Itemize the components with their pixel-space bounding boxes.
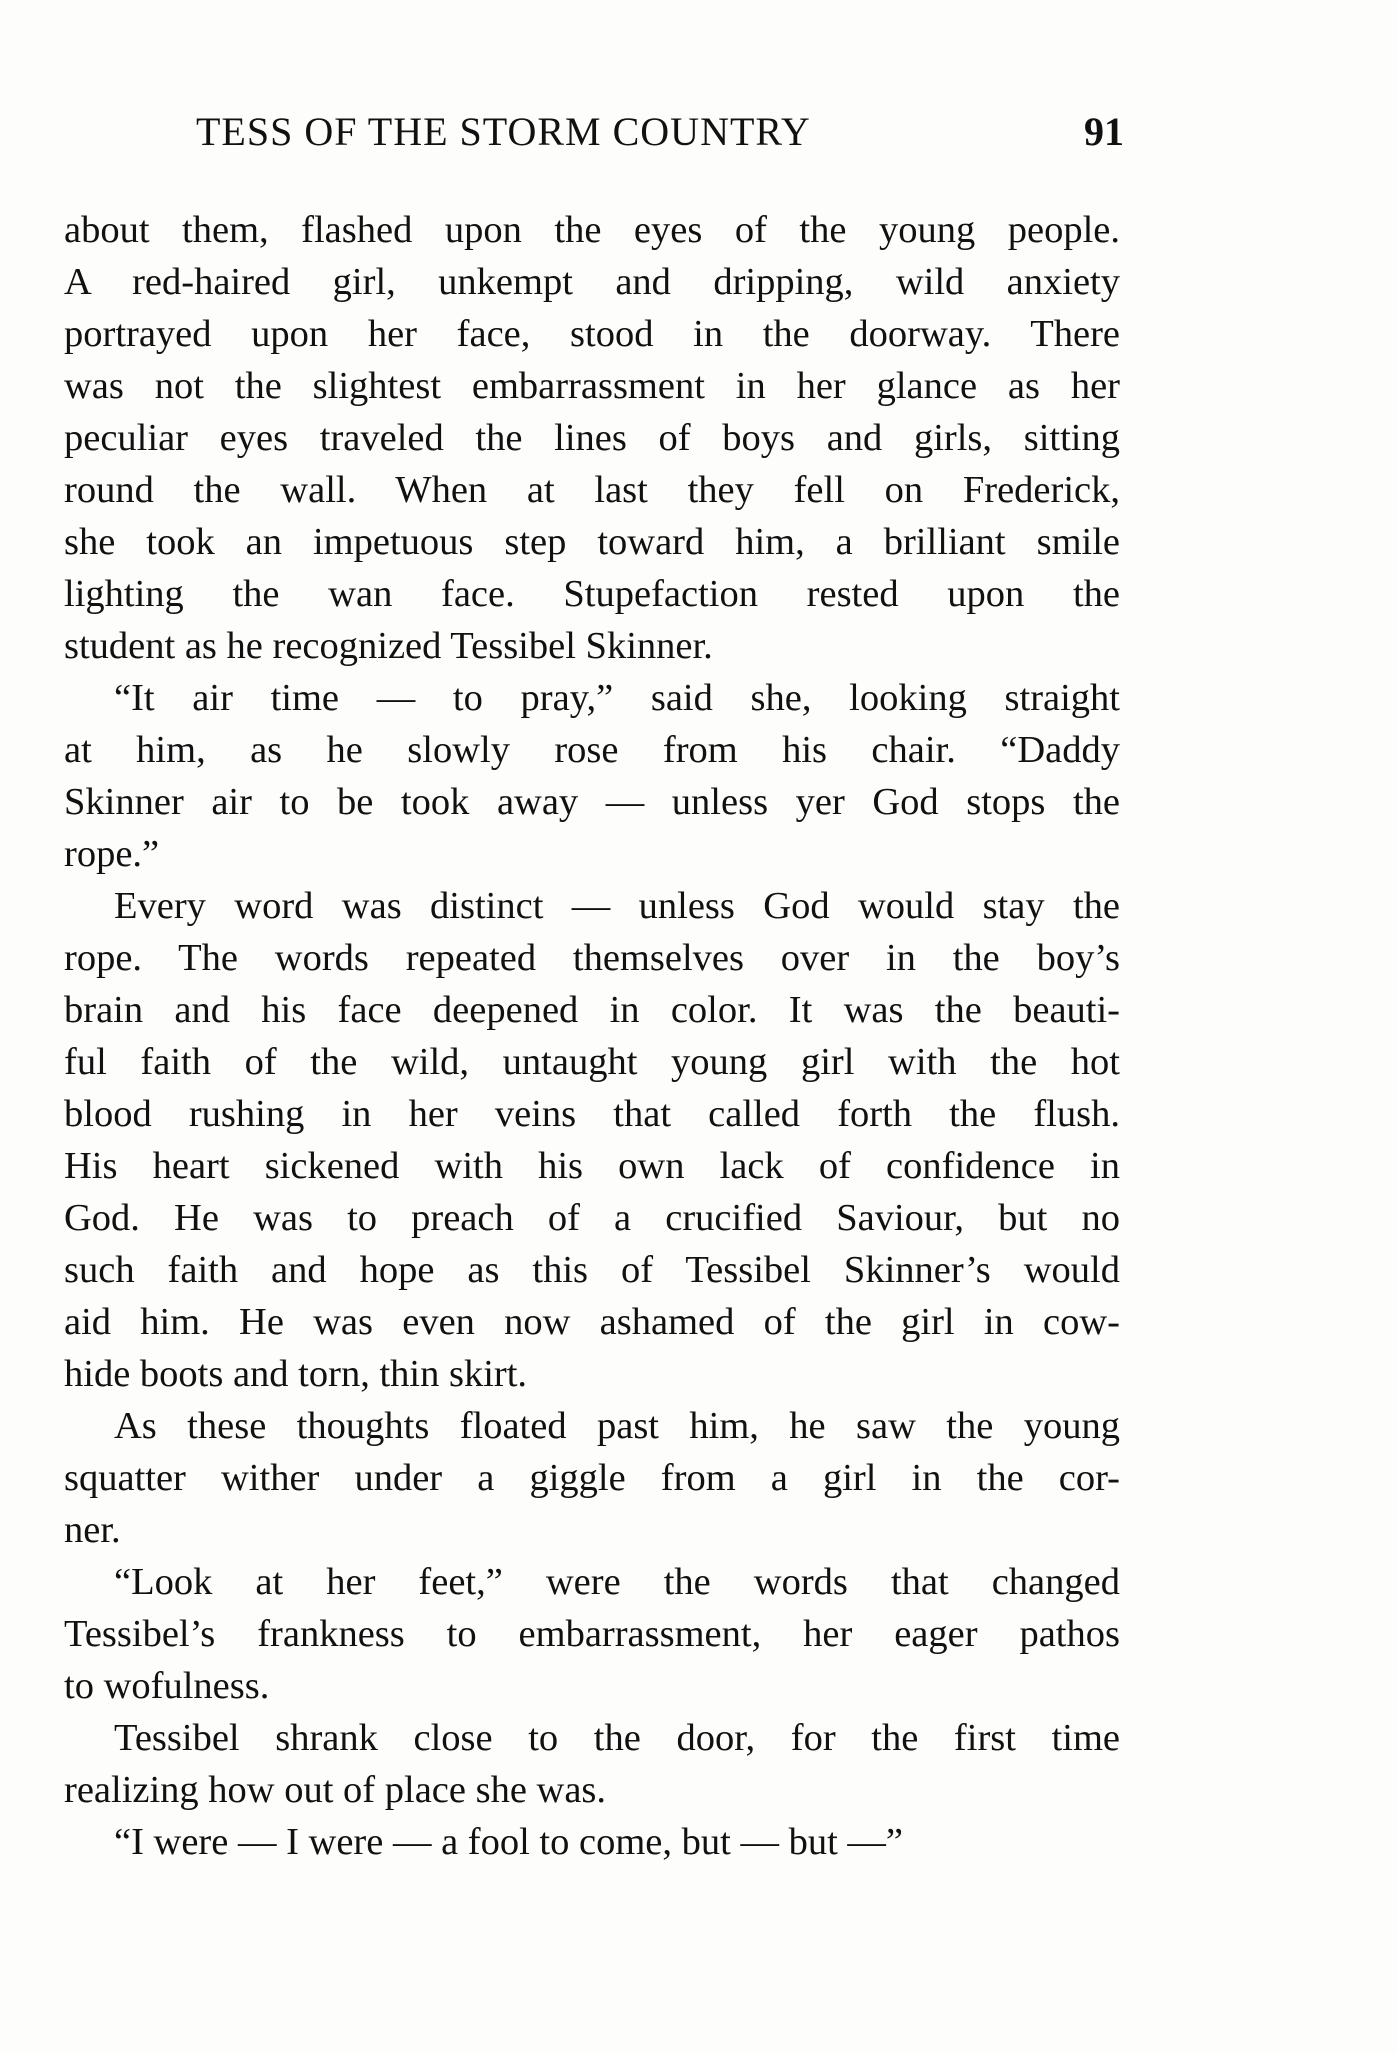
text-line: she took an impetuous step toward him, a brilliant smile [64,521,1120,563]
page-number: 91 [1084,109,1124,154]
text-line: to wofulness. [64,1665,270,1707]
text-line: lighting the wan face. Stupefaction rested upon the [64,573,1120,615]
text-line: peculiar eyes traveled the lines of boys and girls, sitting [64,417,1120,459]
text-line: student as he recognized Tessibel Skinner. [64,625,713,667]
text-line: about them, flashed upon the eyes of the young people. [64,209,1120,251]
text-line: rope. The words repeated themselves over in the boy’s [64,937,1120,979]
text-line: realizing how out of place she was. [64,1769,607,1811]
text-line: “Look at her feet,” were the words that changed [114,1561,1120,1603]
text-line: at him, as he slowly rose from his chair. “Daddy [64,729,1120,771]
text-line: ful faith of the wild, untaught young girl with the hot [64,1041,1120,1083]
text-line: Every word was distinct — unless God would stay the [114,885,1120,927]
text-line: aid him. He was even now ashamed of the girl in cow- [64,1301,1120,1343]
text-line: blood rushing in her veins that called forth the flush. [64,1093,1120,1135]
text-line: “I were — I were — a fool to come, but — but —” [114,1821,903,1863]
text-line: portrayed upon her face, stood in the doorway. There [64,313,1120,355]
text-line: squatter wither under a giggle from a girl in the cor- [64,1457,1120,1499]
text-line: hide boots and torn, thin skirt. [64,1353,528,1395]
text-line: ner. [64,1509,121,1551]
running-title: TESS OF THE STORM COUNTRY [196,109,811,154]
text-line: rope.” [64,833,160,875]
text-line: God. He was to preach of a crucified Saviour, but no [64,1197,1120,1239]
text-line: such faith and hope as this of Tessibel Skinner’s would [64,1249,1120,1291]
text-line: “It air time — to pray,” said she, looking straight [114,677,1120,719]
text-line: His heart sickened with his own lack of confidence in [64,1145,1120,1187]
text-line: brain and his face deepened in color. It was the beauti- [64,989,1120,1031]
text-line: Skinner air to be took away — unless yer God stops the [64,781,1120,823]
text-line: Tessibel shrank close to the door, for the first time [114,1717,1120,1759]
text-line: Tessibel’s frankness to embarrassment, her eager pathos [64,1613,1120,1655]
text-line: was not the slightest embarrassment in her glance as her [64,365,1120,407]
text-line: A red-haired girl, unkempt and dripping, wild anxiety [64,261,1120,303]
running-head [64,108,1124,168]
text-line: round the wall. When at last they fell on Frederick, [64,469,1120,511]
text-line: As these thoughts floated past him, he saw the young [114,1405,1120,1447]
